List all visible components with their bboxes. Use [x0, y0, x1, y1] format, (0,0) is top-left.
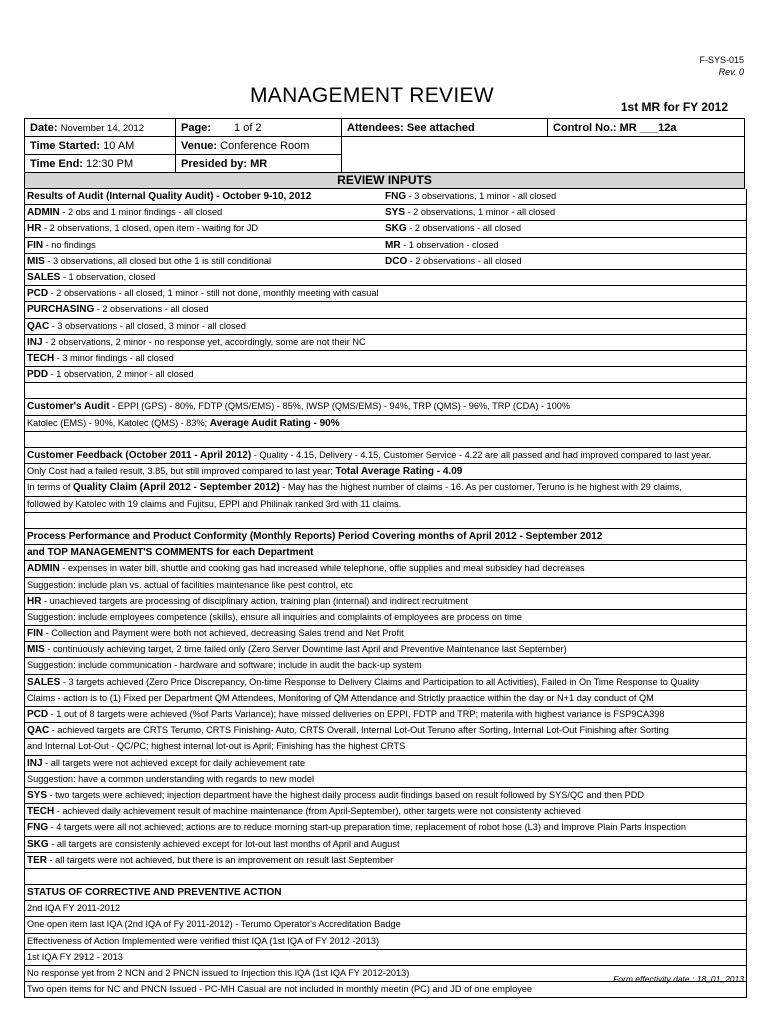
- process-row: SKG - all targets are consistenly achieved except for lot-out last months of April and August: [25, 837, 746, 853]
- capa-row: 1st IQA FY 2912 - 2013: [25, 950, 746, 966]
- audit-row: ADMIN - 2 obs and 1 minor findings - all closed SYS - 2 observations, 1 minor - all closed: [25, 205, 746, 221]
- audit-row: SALES - 1 observation, closed: [25, 270, 746, 286]
- mr-label: 1st MR for FY 2012: [620, 100, 728, 114]
- audit-right: SYS - 2 observations, 1 minor - all closed: [385, 207, 556, 219]
- header-table: [24, 118, 745, 173]
- process-row: SYS - two targets were achieved; injection department have the highest daily process audit findings based on result followed by SYS/QC and then PDD: [25, 788, 746, 804]
- capa-row: 2nd IQA FY 2011-2012: [25, 901, 746, 917]
- date-cell: Date: November 14, 2012: [25, 119, 176, 137]
- process-row: Suggestion: include plan vs. actual of facilities maintenance like pest control, etc: [25, 578, 746, 594]
- process-row: Suggestion: include employees competence (skills), ensure all inquiries and complaints of employees are process on time: [25, 610, 746, 626]
- capa-row: One open item last IQA (2nd IQA of Fy 2011-2012) - Terumo Operator's Accreditation Badge: [25, 917, 746, 933]
- process-row: FIN - Collection and Payment were both not achieved, decreasing Sales trend and Net Profit: [25, 626, 746, 642]
- feedback-row: followed by Katolec with 19 claims and Fujitsu, EPPI and Philinak ranked 3rd with 11 claims.: [25, 497, 746, 513]
- process-heading: and TOP MANAGEMENT'S COMMENTS for each Department: [25, 545, 746, 561]
- blank-row: [25, 869, 746, 885]
- process-row: MIS - continuously achieving target, 2 time failed only (Zero Server Downtime last April and Preventive Maintenance last September): [25, 642, 746, 658]
- process-row: TER - all targets were not achieved, but there is an improvement on result last September: [25, 853, 746, 869]
- audit-row: FIN - no findings MR - 1 observation - closed: [25, 238, 746, 254]
- audit-row: QAC - 3 observations - all closed, 3 minor - all closed: [25, 319, 746, 335]
- customer-audit-row: Katolec (EMS) - 90%, Katolec (QMS) - 83%; Average Audit Rating - 90%: [25, 416, 746, 432]
- audit-right: SKG - 2 observations - all closed: [385, 223, 522, 235]
- process-row: FNG - 4 targets were all not achieved; actions are to reduce morning start-up preparation time, replacement of robot hose (L3) and Improve Plain Parts Inspection: [25, 820, 746, 836]
- process-row: HR - unachieved targets are processing of disciplinary action, training plan (internal) and indirect recruitment: [25, 594, 746, 610]
- process-row: ADMIN - expenses in water bill, shuttle and cooking gas had increased while telephone, offie supplies and meal subsidey had decreases: [25, 561, 746, 577]
- audit-right: FNG - 3 observations, 1 minor - all closed: [385, 191, 557, 202]
- capa-row: Two open items for NC and PNCN Issued - PC-MH Casual are not included in monthly meetin (PC) and JD of one employee: [25, 982, 746, 998]
- attendees-cell: Attendees: See attached: [342, 119, 548, 137]
- feedback-row: Customer Feedback (October 2011 - April 2012) - Quality - 4.15, Delivery - 4.15, Customer Service - 4.22 are all passed and had improved compared to last year.: [25, 448, 746, 464]
- process-row: SALES - 3 targets achieved (Zero Price Discrepancy, On-time Response to Delivery Claims and Participation to all Activities), Failed in On Time Response to Quality: [25, 675, 746, 691]
- time-started-cell: Time Started: 10 AM: [25, 137, 176, 155]
- time-end-cell: Time End: 12:30 PM: [25, 155, 176, 173]
- process-row: INJ - all targets were not achieved except for daily achievement rate: [25, 756, 746, 772]
- blank-row: [25, 432, 746, 448]
- revision: Rev. 0: [718, 67, 744, 77]
- process-row: TECH - achieved daily achievement result of machine maintenance (from April-September), other targets were not consistenty achieved: [25, 804, 746, 820]
- process-heading: Process Performance and Product Conformity (Monthly Reports) Period Covering months of April 2012 - September 2012: [25, 529, 746, 545]
- audit-row: TECH - 3 minor findings - all closed: [25, 351, 746, 367]
- audit-row: PDD - 1 observation, 2 minor - all closed: [25, 367, 746, 383]
- feedback-row: In terms of Quality Claim (April 2012 - September 2012) - May has the highest number of claims - 16. As per customer, Teruno is he highest with 29 claims,: [25, 480, 746, 496]
- capa-row: No response yet from 2 NCN and 2 PNCN issued to Injection this IQA (1st IQA FY 2012-2013): [25, 966, 746, 982]
- blank-row: [25, 513, 746, 529]
- capa-row: Effectiveness of Action Implemented were verified thist IQA (1st IQA of FY 2012 -2013): [25, 934, 746, 950]
- audit-row: HR - 2 observations, 1 closed, open item - waiting for JD SKG - 2 observations - all closed: [25, 221, 746, 237]
- review-body: [24, 189, 747, 998]
- audit-right: MR - 1 observation - closed: [385, 239, 499, 251]
- audit-row: INJ - 2 observations, 2 minor - no response yet, accordingly, some are not their NC: [25, 335, 746, 351]
- page-cell: Page: 1 of 2: [176, 119, 342, 137]
- audit-right: DCO - 2 observations - all closed: [385, 255, 522, 267]
- blank-cell: [342, 137, 745, 173]
- page-title: MANAGEMENT REVIEW: [250, 84, 494, 107]
- customer-audit-row: Customer's Audit - EPPI (GPS) - 80%, FDTP (QMS/EMS) - 85%, IWSP (QMS/EMS) - 94%, TRP (QMS) - 96%, TRP (CDA) - 100%: [25, 399, 746, 415]
- form-effectivity-date: Form effectivity date : 18_01_2013: [613, 974, 744, 984]
- audit-heading: Results of Audit (Internal Quality Audit) - October 9-10, 2012: [27, 191, 312, 202]
- audit-row: [25, 189, 746, 205]
- process-row: and Internal Lot-Out - QC/PC; highest internal lot-out is April; Finishing has the highest CRTS: [25, 739, 746, 755]
- process-row: Suggestion: have a common understanding with regards to new model: [25, 772, 746, 788]
- control-cell: Control No.: MR ___12a: [548, 119, 745, 137]
- process-row: QAC - achieved targets are CRTS Terumo, CRTS Finishing- Auto, CRTS Overall, Internal Lot-Out Teruno after Sorting, Internal Lot-Out Finishing after Sorting: [25, 723, 746, 739]
- presided-cell: Presided by: MR: [176, 155, 342, 173]
- capa-heading: STATUS OF CORRECTIVE AND PREVENTIVE ACTION: [25, 885, 746, 901]
- form-number: F-SYS-015: [699, 55, 744, 65]
- venue-cell: Venue: Conference Room: [176, 137, 342, 155]
- section-title: REVIEW INPUTS: [24, 172, 745, 189]
- process-row: Claims - action is to (1) Fixed per Department QM Attendees, Monitoring of QM Attendance and Strictly praactice within the day or N+1 day conduct of QM: [25, 691, 746, 707]
- audit-row: PURCHASING - 2 observations - all closed: [25, 302, 746, 318]
- process-row: PCD - 1 out of 8 targets were achieved (%of Parts Variance); have missed deliveries on EPPI, FDTP and TRP; materila with highest variance is FSP9CA398: [25, 707, 746, 723]
- feedback-row: Only Cost had a failed result, 3.85, but still improved compared to last year; Total Average Rating - 4.09: [25, 464, 746, 480]
- process-row: Suggestion: include communication - hardware and software; include in audit the back-up system: [25, 658, 746, 674]
- blank-row: [25, 383, 746, 399]
- form-code: [699, 54, 744, 78]
- audit-row: PCD - 2 observations - all closed, 1 minor - still not done, monthly meeting with casual: [25, 286, 746, 302]
- audit-row: MIS - 3 observations, all closed but othe 1 is still conditional DCO - 2 observations - all closed: [25, 254, 746, 270]
